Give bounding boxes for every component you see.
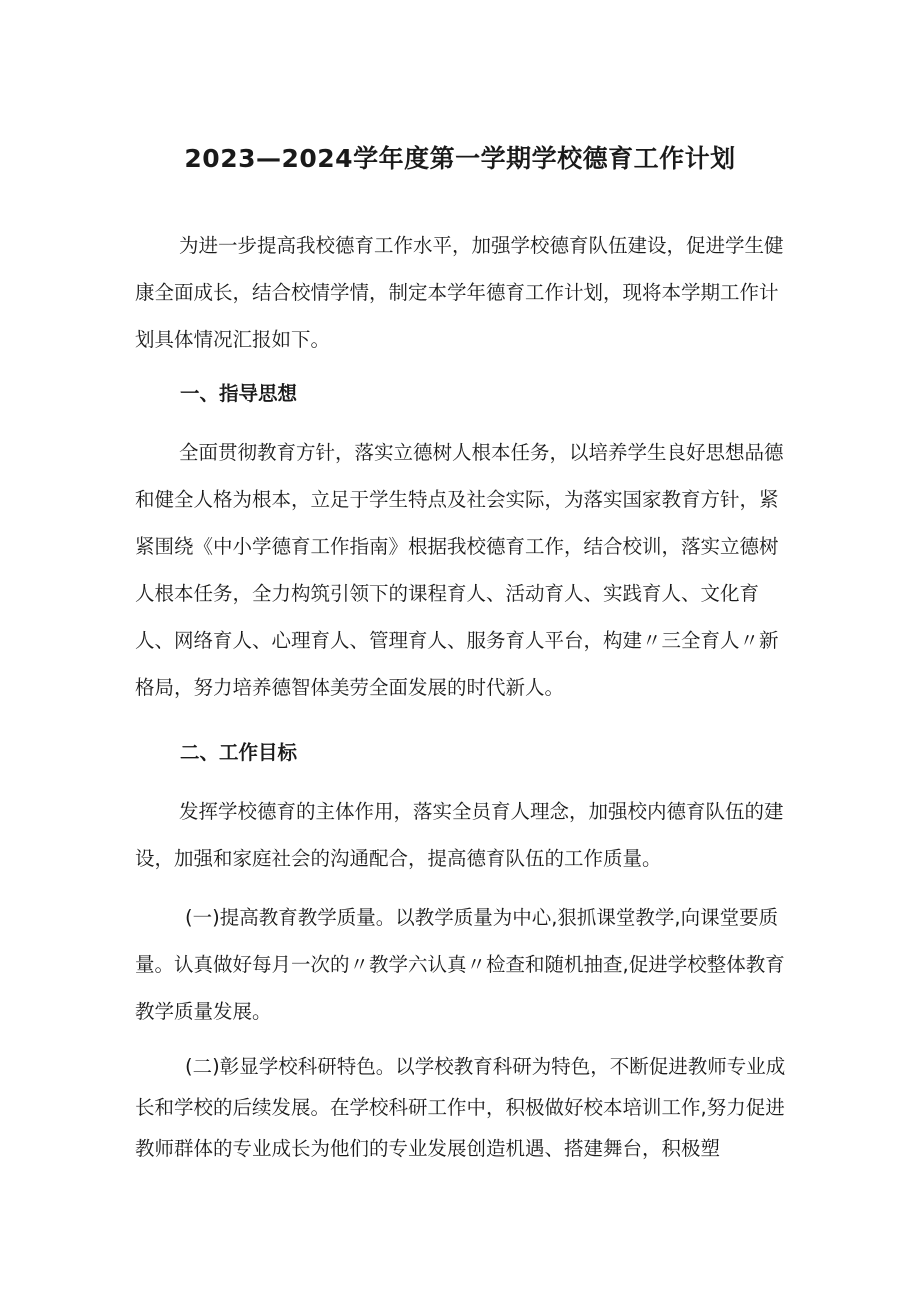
guiding-ideology-paragraph: 全面贯彻教育方针，落实立德树人根本任务，以培养学生良好思想品德和健全人格为根本，立足于学生特点及社会实际，为落实国家教育方针，紧紧围绕《中小学德育工作指南》根据我校德育工作，结合校训，落实立德树人根本任务，全力构筑引领下的课程育人、活动育人、实践育人、文化育人、网络育人、心理育人、管理育人、服务育人平台，构建〃三全育人〃新格局，努力培养德智体美劳全面发展的时代新人。 [135, 441, 784, 699]
section-heading-work-goals: 二、工作目标 [180, 741, 298, 764]
intro-paragraph: 为进一步提高我校德育工作水平，加强学校德育队伍建设，促进学生健康全面成长，结合校情学情，制定本学年德育工作计划，现将本学期工作计划具体情况汇报如下。 [135, 234, 784, 351]
section-heading-guiding-ideology: 一、指导思想 [180, 382, 298, 405]
goal-item-teaching-quality: (一)提高教育教学质量。以教学质量为中心,狠抓课堂教学,向课堂要质量。认真做好每月一次的〃教学六认真〃检查和随机抽查,促进学校整体教育教学质量发展。 [135, 906, 785, 1023]
document-title: 2023—2024学年度第一学期学校德育工作计划 [184, 143, 736, 173]
work-goals-paragraph: 发挥学校德育的主体作用，落实全员育人理念，加强校内德育队伍的建设，加强和家庭社会的沟通配合，提高德育队伍的工作质量。 [135, 800, 784, 870]
goal-item-research-feature: (二)彰显学校科研特色。以学校教育科研为特色，不断促进教师专业成长和学校的后续发展。在学校科研工作中，积极做好校本培训工作,努力促进教师群体的专业成长为他们的专业发展创造机遇、搭建舞台，积极塑 [135, 1055, 786, 1160]
